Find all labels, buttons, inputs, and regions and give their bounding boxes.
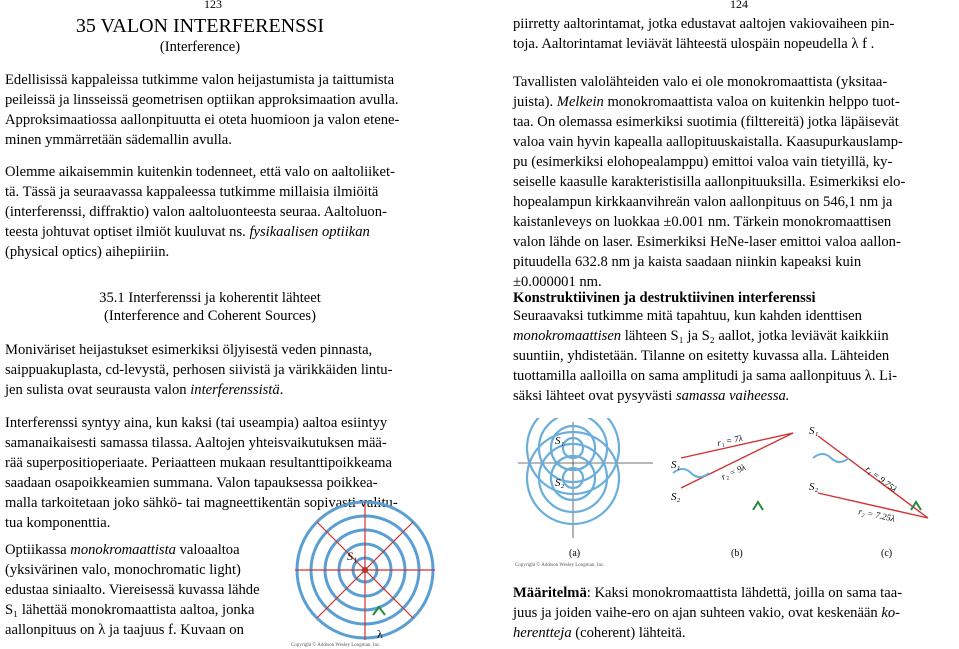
wavefront-figure — [285, 498, 455, 648]
panel-c-r1: r₁ = 9.75λ — [863, 463, 899, 495]
paragraph-line: tua komponenttia. — [5, 515, 111, 531]
paragraph-line: valoa vain hyvin kapealla aallopituuskaistalla. Kaasupurkauslamp- — [513, 134, 903, 150]
paragraph-line: samanaikaisesti samassa tilassa. Aaltojen yhteisvaikutuksen mää- — [5, 435, 387, 451]
paragraph-line: Optiikassa monokromaattista valoaaltoa — [5, 542, 240, 558]
interference-term: interferenssistä — [190, 382, 280, 398]
paragraph-line: jen sulista ovat seurausta valon interferenssistä. — [5, 382, 284, 398]
page-number-right: 124 — [730, 0, 748, 11]
paragraph-line: (physical optics) aihepiiriin. — [5, 244, 170, 260]
physical-optics-term: fysikaalisen optiikan — [249, 224, 370, 240]
paragraph-line: säksi lähteet ovat pysyvästi samassa vaiheessa. — [513, 388, 790, 404]
definition-line: herentteja (coherent) lähteitä. — [513, 625, 686, 641]
paragraph-line: teesta johtuvat optiset ilmiöt kuuluvat ns. fysikaalisen optiikan — [5, 224, 370, 240]
figure-copyright: Copyright © Addison Wesley Longman, Inc. — [291, 643, 381, 648]
panel-b-r1: r₁ = 7λ — [716, 432, 744, 448]
paragraph-line: (yksivärinen valo, monochromatic light) — [5, 562, 241, 578]
paragraph-line: Tavallisten valolähteiden valo ei ole monokromaattista (yksitaa- — [513, 74, 888, 90]
paragraph-line: saadaan osapoikkeamien summana. Valon tapauksessa poikkea- — [5, 475, 378, 491]
paragraph-line: S₁ lähettää monokromaattista aaltoa, jonka — [5, 602, 255, 618]
interference-figure — [513, 418, 953, 568]
source-label: S₁ — [347, 549, 358, 563]
section-title: 35.1 Interferenssi ja koherentit lähteet — [99, 290, 321, 306]
panel-c — [809, 425, 928, 559]
panel-a-s2: S₂ — [555, 477, 565, 489]
paragraph-line: suuntiin, yhdistetään. Tilanne on esitetty kuvassa alla. Lähteiden — [513, 348, 890, 364]
section-title-right: Konstruktiivinen ja destruktiivinen interferenssi — [513, 290, 816, 306]
intro-line: Edellisissä kappaleissa tutkimme valon heijastumista ja taittumista — [5, 72, 395, 88]
paragraph-line: malla tarkoitetaan joko sähkö- tai magneettikentän sopivasti valitu- — [5, 495, 398, 511]
same-phase-term: samassa vaiheessa. — [675, 388, 790, 404]
paragraph-line: pituudella 632.8 nm ja kaista saadaan niinkin kapeaksi kuin — [513, 254, 862, 270]
chapter-subtitle: (Interference) — [159, 39, 241, 55]
paragraph-line: Interferenssi syntyy aina, kun kaksi (tai useampia) aaltoa esiintyy — [5, 415, 388, 431]
panel-c-label: (c) — [881, 548, 893, 559]
panel-c-s2: S₂ — [809, 481, 819, 493]
paragraph-line: valon lähde on laser. Esimerkiksi HeNe-laser emittoi valoa aallon- — [513, 234, 901, 250]
paragraph-line: edustaa siniaalto. Viereisessä kuvassa lähde — [5, 582, 260, 598]
monochromatic-term: monokromaattista — [70, 542, 176, 558]
panel-b-r2: r₂ = 9λ — [719, 461, 748, 482]
panel-b-s2: S₂ — [671, 491, 681, 503]
almost-term: Melkein — [556, 94, 604, 110]
paragraph-line: seiselle kaasulle karakteristisilla aallonpituuksilla. Esimerkiksi elo- — [513, 174, 906, 190]
section-subtitle: (Interference and Coherent Sources) — [104, 308, 316, 324]
panel-b-s1: S₁ — [671, 459, 681, 471]
panel-c-s1: S₁ — [809, 425, 819, 437]
paragraph-line: ±0.000001 nm. — [513, 274, 602, 290]
paragraph-line: Seuraavaksi tutkimme mitä tapahtuu, kun kahden identtisen — [513, 308, 862, 324]
definition-line: juus ja joiden vaihe-ero on ajan suhteen vakio, ovat keskenään ko- — [513, 605, 901, 621]
page-number-left: 123 — [204, 0, 222, 11]
paragraph-line: tuottamilla aalloilla on sama amplitudi ja sama aallonpituus λ. Li- — [513, 368, 897, 384]
paragraph-line: aallonpituus on λ ja taajuus f. Kuvaan on — [5, 622, 244, 638]
paragraph-line: monokromaattisen lähteen S₁ ja S₂ aallot, jotka leviävät kaikkiin — [513, 328, 889, 344]
paragraph-line: saippuakuplasta, cd-levystä, perhosen siivistä ja värikkäiden lintu- — [5, 362, 393, 378]
definition-term: Määritelmä — [513, 585, 587, 601]
monochromatic-term-right: monokromaattisen — [513, 328, 622, 344]
chapter-title: 35 VALON INTERFERENSSI — [75, 15, 325, 37]
paragraph-line: hopealampun kirkkaanvihreän valon aallonpituus on 546,1 nm ja — [513, 194, 893, 210]
panel-c-r2: r₂ = 7.25λ — [857, 506, 896, 524]
intro-line: peileissä ja linsseissä geometrisen optiikan approksimaation avulla. — [5, 92, 399, 108]
paragraph-line: piirretty aaltorintamat, jotka edustavat aaltojen vakiovaiheen pin- — [513, 16, 895, 32]
panel-b-label: (b) — [731, 548, 743, 559]
paragraph-line: juista). Melkein monokromaattista valoa on kuitenkin helppo tuot- — [513, 94, 900, 110]
panel-b — [671, 433, 793, 559]
panel-a — [518, 418, 653, 559]
paragraph-line: kaistanleveys on luokkaa ±0.001 nm. Tärkein monokromaattisen — [513, 214, 892, 230]
lambda-label: λ — [377, 627, 383, 641]
paragraph-line: taa. On olemassa esimerkiksi suotimia (filttereitä) jotka läpäisevät — [513, 114, 899, 130]
intro-line: Approksimaatiossa aallonpituutta ei oteta huomioon ja valon etene- — [5, 112, 400, 128]
panel-a-label: (a) — [569, 548, 581, 559]
paragraph-line: toja. Aaltorintamat leviävät lähteestä ulospäin nopeudella λ f . — [513, 36, 875, 52]
coherent-term: herentteja — [513, 625, 572, 641]
intro-line: minen ymmärretään sädemallin avulla. — [5, 132, 232, 148]
panel-a-s1: S₁ — [555, 435, 565, 447]
paragraph-line: (interferenssi, diffraktio) valon aaltoluonteesta seuraa. Aaltoluon- — [5, 204, 387, 220]
paragraph-line: Olemme aikaisemmin kuitenkin todenneet, että valo on aaltoliiket- — [5, 164, 395, 180]
paragraph-line: tä. Tässä ja seuraavassa kappaleessa tutkimme millaisia ilmiöitä — [5, 184, 379, 200]
paragraph-line: Moniväriset heijastukset esimerkiksi öljyisestä veden pinnasta, — [5, 342, 373, 358]
figure-copyright-right: Copyright © Addison Wesley Longman, Inc. — [515, 563, 605, 568]
paragraph-line: pu (esimerkiksi elohopealamppu) emittoi valoa vain tietyillä, ky- — [513, 154, 893, 170]
paragraph-line: rää superpositioperiaate. Periaatteen mukaan resultanttipoikkeama — [5, 455, 392, 471]
definition-line: Määritelmä: Kaksi monokromaattista lähdettä, joilla on sama taa- — [513, 585, 903, 601]
